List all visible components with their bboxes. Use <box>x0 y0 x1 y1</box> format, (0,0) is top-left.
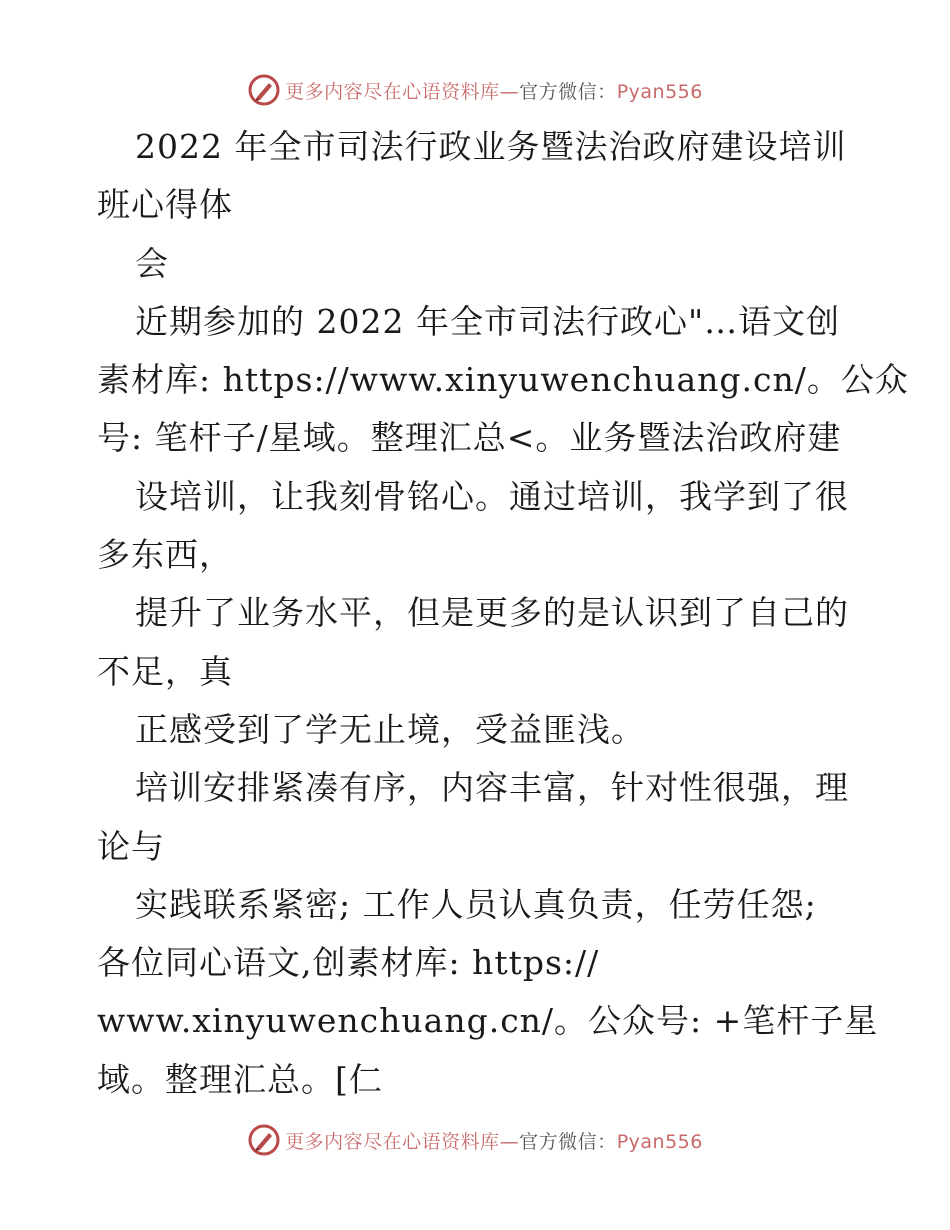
banner-text <box>285 1127 703 1154</box>
text-line: 提升了业务水平，但是更多的是认识到了自己的 <box>135 593 849 633</box>
text-line: 正感受到了学无止境，受益匪浅。 <box>135 709 645 749</box>
text-line: 近期参加的 2022 年全市司法行政心"…语文创 <box>135 301 841 341</box>
footer-banner <box>0 1120 950 1160</box>
text-line: 域。整理汇总。[仁 <box>97 1059 383 1099</box>
banner-promo: 更多内容尽在心语资料库 <box>285 80 500 103</box>
banner-separator: — <box>499 1130 520 1153</box>
text-line: 素材库: https://www.xinyuwenchuang.cn/。公众 <box>97 360 909 400</box>
text-line: 不足，真 <box>97 651 233 691</box>
banner-wechat-label: 官方微信： <box>519 80 617 103</box>
banner-wechat-id: Pyan556 <box>616 80 703 103</box>
pen-logo-icon <box>247 1123 281 1157</box>
banner-text <box>285 77 703 104</box>
banner-promo: 更多内容尽在心语资料库 <box>285 1130 500 1153</box>
title-line-2: 班心得体 <box>97 185 233 225</box>
text-line: 实践联系紧密; 工作人员认真负责，任劳任怨; <box>135 884 817 924</box>
banner-separator: — <box>499 80 520 103</box>
text-line: 号: 笔杆子/星域。整理汇总<。业务暨法治政府建 <box>97 418 842 458</box>
text-line: 各位同心语文,创素材库: https:// <box>97 943 600 983</box>
title-line-1: 2022 年全市司法行政业务暨法治政府建设培训 <box>135 127 847 166</box>
banner-wechat-label: 官方微信： <box>519 1130 617 1153</box>
pen-logo-icon <box>247 73 281 107</box>
text-line: www.xinyuwenchuang.cn/。公众号: +笔杆子星 <box>97 1001 879 1041</box>
text-line: 设培训，让我刻骨铭心。通过培训，我学到了很 <box>135 476 849 516</box>
banner-wechat-id: Pyan556 <box>616 1130 703 1153</box>
text-line: 多东西， <box>97 535 233 575</box>
title-line-3: 会 <box>135 243 169 283</box>
text-line: 论与 <box>97 826 165 866</box>
text-line: 培训安排紧凑有序，内容丰富，针对性很强，理 <box>135 768 849 808</box>
header-banner <box>0 70 950 110</box>
document-body <box>97 118 909 1109</box>
